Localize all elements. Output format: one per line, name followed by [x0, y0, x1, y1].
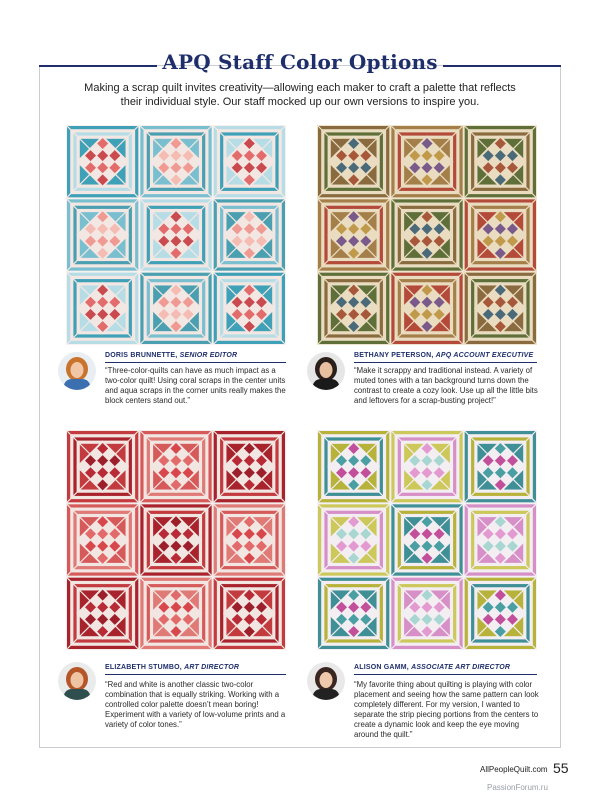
- byline-rule-doris: [105, 362, 286, 363]
- staff-role: ASSOCIATE ART DIRECTOR: [411, 664, 511, 671]
- quilt-block: [391, 578, 462, 649]
- quilt-block: [318, 126, 389, 197]
- staff-name: ALISON GAMM,: [354, 664, 409, 671]
- quilt-elizabeth-image: [66, 430, 286, 650]
- quilt-block: [318, 199, 389, 270]
- quilt-block: [318, 578, 389, 649]
- staff-name: DORIS BRUNNETTE,: [105, 352, 178, 359]
- avatar-doris-photo: [58, 352, 96, 390]
- title-rule-left: [39, 65, 157, 67]
- quilt-block: [391, 126, 462, 197]
- intro-text: Making a scrap quilt invites creativity—allowing each maker to craft a palette that reflects their individual style. Our staff mocked up our own versions to inspire you.: [84, 82, 516, 108]
- byline-doris: [105, 352, 237, 359]
- quilt-bethany: [317, 125, 537, 345]
- quilt-block: [318, 431, 389, 502]
- quilt-block: [67, 504, 138, 575]
- quilt-block: [140, 504, 211, 575]
- quilt-block: [465, 431, 536, 502]
- quilt-block: [465, 504, 536, 575]
- staff-name: BETHANY PETERSON,: [354, 352, 434, 359]
- avatar-bethany: [307, 352, 345, 390]
- quilt-block: [67, 199, 138, 270]
- watermark: PassionForum.ru: [487, 783, 548, 792]
- staff-role: SENIOR EDITOR: [179, 352, 238, 359]
- quilt-block: [140, 431, 211, 502]
- quilt-block: [318, 504, 389, 575]
- quilt-block: [465, 126, 536, 197]
- byline-bethany: [354, 352, 533, 359]
- quilt-block: [214, 504, 285, 575]
- quilt-block: [391, 273, 462, 344]
- quilt-doris: [66, 125, 286, 345]
- avatar-elizabeth: [58, 662, 96, 700]
- quilt-block: [214, 273, 285, 344]
- quilt-block: [67, 273, 138, 344]
- quilt-block: [67, 126, 138, 197]
- quilt-block: [391, 199, 462, 270]
- avatar-alison-photo: [307, 662, 345, 700]
- quilt-block: [214, 199, 285, 270]
- quilt-alison: [317, 430, 537, 650]
- quilt-block: [391, 504, 462, 575]
- quilt-block: [391, 431, 462, 502]
- quote-doris: “Three-color-quilts can have as much impact as a two-color quilt! Using coral scraps in the center units and aqua scraps in the corner units really makes the block centers stand out.”: [105, 366, 286, 405]
- quilt-block: [465, 578, 536, 649]
- quilt-block: [140, 199, 211, 270]
- quilt-doris-image: [66, 125, 286, 345]
- quilt-block: [140, 273, 211, 344]
- avatar-alison: [307, 662, 345, 700]
- quilt-block: [67, 431, 138, 502]
- quilt-block: [140, 126, 211, 197]
- staff-name: ELIZABETH STUMBO,: [105, 664, 182, 671]
- quilt-block: [140, 578, 211, 649]
- site-url: AllPeopleQuilt.com: [480, 765, 548, 774]
- quilt-block: [214, 578, 285, 649]
- byline-rule-bethany: [354, 362, 537, 363]
- quote-bethany: “Make it scrappy and traditional instead. A variety of muted tones with a tan background turns down the contrast to create a cozy look. Use up all the little bits and leftovers for a scrap-busting project!”: [354, 366, 538, 405]
- staff-role: APQ ACCOUNT EXECUTIVE: [435, 352, 534, 359]
- staff-role: ART DIRECTOR: [184, 664, 240, 671]
- page-number: 55: [553, 760, 569, 776]
- quilt-block: [465, 273, 536, 344]
- quilt-alison-image: [317, 430, 537, 650]
- quilt-block: [318, 273, 389, 344]
- page-title: APQ Staff Color Options: [162, 50, 438, 74]
- quilt-block: [214, 126, 285, 197]
- quilt-bethany-image: [317, 125, 537, 345]
- byline-elizabeth: [105, 664, 239, 671]
- title-rule-right: [443, 65, 561, 67]
- quilt-block: [67, 578, 138, 649]
- quote-elizabeth: “Red and white is another classic two-color combination that is equally striking. Working with a controlled color palette doesn’t mean boring! Experiment with a variety of low-volume prints and a variety of color tones.”: [105, 680, 286, 729]
- avatar-doris: [58, 352, 96, 390]
- byline-rule-elizabeth: [105, 674, 286, 675]
- avatar-bethany-photo: [307, 352, 345, 390]
- quilt-elizabeth: [66, 430, 286, 650]
- quilt-block: [214, 431, 285, 502]
- quilt-block: [465, 199, 536, 270]
- byline-rule-alison: [354, 674, 537, 675]
- byline-alison: [354, 664, 510, 671]
- avatar-elizabeth-photo: [58, 662, 96, 700]
- quote-alison: “My favorite thing about quilting is playing with color placement and seeing how the same pattern can look completely different. For my version, I wanted to separate the strip piecing portions from the centers to create a dynamic look and keep the eye moving around the quilt.”: [354, 680, 539, 739]
